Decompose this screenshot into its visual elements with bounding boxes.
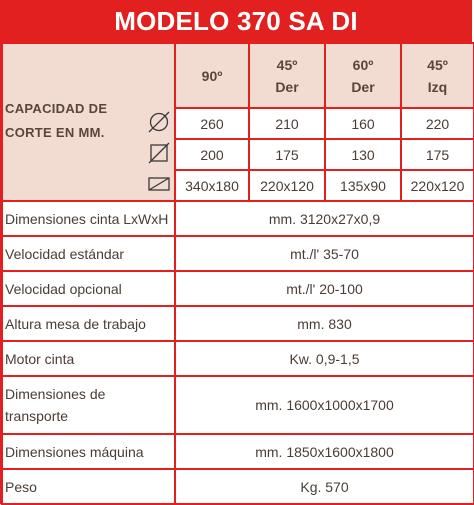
spec-row bbox=[2, 201, 474, 236]
rect-45-izq: 220x120 bbox=[401, 170, 474, 201]
header-45-der-dir: Der bbox=[275, 78, 299, 95]
spec-value-optional-speed: mt./l' 20-100 bbox=[175, 271, 474, 306]
spec-row bbox=[2, 434, 474, 469]
spec-row bbox=[2, 236, 474, 271]
spec-row bbox=[2, 376, 474, 434]
spec-row bbox=[2, 341, 474, 376]
spec-row bbox=[2, 271, 474, 306]
round-45-der: 210 bbox=[249, 108, 325, 139]
header-45-der-angle: 45º bbox=[276, 56, 298, 73]
spec-label-blade-dimensions: Dimensiones cinta LxWxH bbox=[2, 201, 175, 236]
header-45-izq bbox=[401, 43, 474, 108]
header-45-izq-angle: 45º bbox=[427, 56, 448, 73]
spec-value-transport-dimensions: mm. 1600x1000x1700 bbox=[175, 376, 474, 434]
capacity-label-line2: CORTE EN MM. bbox=[5, 125, 105, 140]
round-60-der: 160 bbox=[325, 108, 401, 139]
spec-value-standard-speed: mt./l' 35-70 bbox=[175, 236, 474, 271]
rect-45-der: 220x120 bbox=[249, 170, 325, 201]
spec-value-table-height: mm. 830 bbox=[175, 306, 474, 341]
spec-label-optional-speed: Velocidad opcional bbox=[2, 271, 175, 306]
spec-label-transport-line2: transporte bbox=[5, 408, 69, 424]
spec-label-table-height: Altura mesa de trabajo bbox=[2, 306, 175, 341]
spec-label-transport-dimensions bbox=[2, 376, 175, 434]
rect-90: 340x180 bbox=[175, 170, 249, 201]
capacity-label-line1: CAPACIDAD DE bbox=[5, 101, 108, 116]
spec-row bbox=[2, 469, 474, 504]
spec-label-blade-motor: Motor cinta bbox=[2, 341, 175, 376]
header-60-der-dir: Der bbox=[351, 78, 375, 95]
square-section-icon bbox=[148, 142, 170, 164]
square-45-der: 175 bbox=[249, 139, 325, 170]
round-45-izq: 220 bbox=[401, 108, 474, 139]
rectangular-section-icon bbox=[148, 173, 170, 195]
spec-value-machine-dimensions: mm. 1850x1600x1800 bbox=[175, 434, 474, 469]
spec-table bbox=[1, 42, 474, 505]
header-60-der bbox=[325, 43, 401, 108]
rect-60-der: 135x90 bbox=[325, 170, 401, 201]
round-section-icon bbox=[148, 111, 170, 133]
header-60-der-angle: 60º bbox=[352, 56, 374, 73]
header-90-angle: 90º bbox=[201, 67, 223, 84]
square-45-izq: 175 bbox=[401, 139, 474, 170]
header-45-der bbox=[249, 43, 325, 108]
angle-header-row bbox=[2, 43, 474, 108]
spec-value-blade-motor: Kw. 0,9-1,5 bbox=[175, 341, 474, 376]
spec-label-weight: Peso bbox=[2, 469, 175, 504]
header-45-izq-dir: Izq bbox=[427, 78, 448, 95]
capacity-label-cell bbox=[2, 43, 175, 201]
spec-label-standard-speed: Velocidad estándar bbox=[2, 236, 175, 271]
round-90: 260 bbox=[175, 108, 249, 139]
square-90: 200 bbox=[175, 139, 249, 170]
square-60-der: 130 bbox=[325, 139, 401, 170]
spec-label-machine-dimensions: Dimensiones máquina bbox=[2, 434, 175, 469]
spec-row bbox=[2, 306, 474, 341]
spec-value-weight: Kg. 570 bbox=[175, 469, 474, 504]
spec-value-blade-dimensions: mm. 3120x27x0,9 bbox=[175, 201, 474, 236]
header-90 bbox=[175, 43, 249, 108]
spec-label-transport-line1: Dimensiones de bbox=[5, 386, 106, 402]
model-title: MODELO 370 SA DI bbox=[1, 0, 471, 42]
